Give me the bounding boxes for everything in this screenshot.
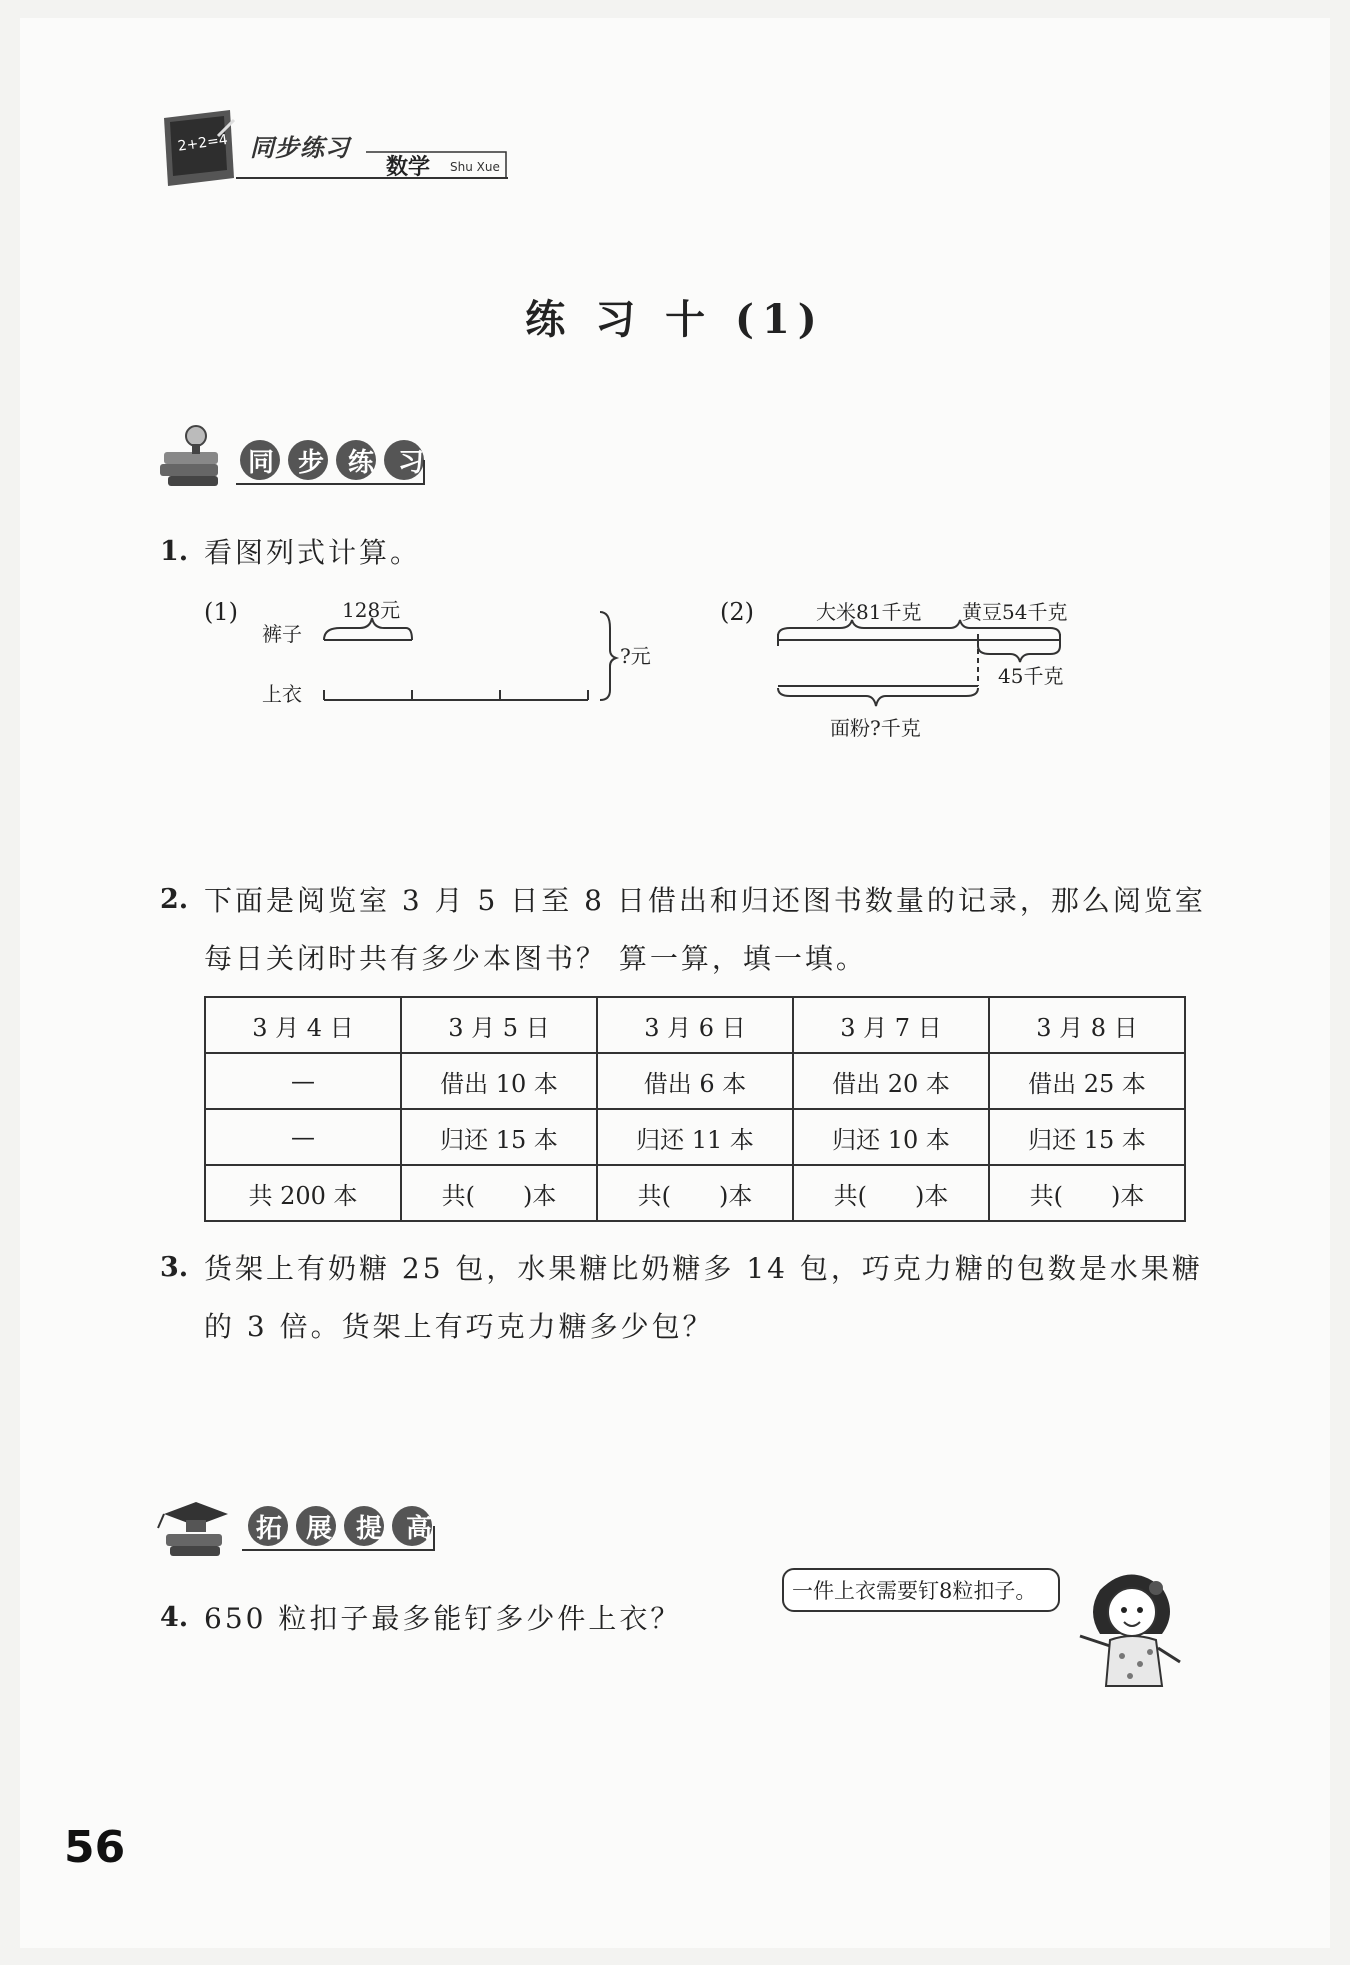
q2-line2: 每日关闭时共有多少本图书？ 算一算，填一填。 (204, 942, 867, 975)
series-name: 同步练习 (250, 134, 350, 162)
blackboard-logo-icon (160, 106, 238, 190)
q3-line2: 的 3 倍。货架上有巧克力糖多少包？ (204, 1310, 714, 1343)
table-cell: 借出 20 本 (793, 1053, 989, 1109)
table-row (205, 997, 1185, 1053)
table-cell: 共 200 本 (205, 1165, 401, 1221)
table-cell: 3 月 6 日 (597, 997, 793, 1053)
q1-part1-line-diagram (310, 600, 620, 710)
answer-blank-cell[interactable]: 共( )本 (793, 1165, 989, 1221)
girl-character-icon (1060, 1560, 1190, 1690)
svg-text:2+2=4: 2+2=4 (176, 131, 229, 155)
q4-text: 650 粒扣子最多能钉多少件上衣？ (204, 1602, 682, 1635)
table-cell: 3 月 4 日 (205, 997, 401, 1053)
page-title: 练 习 十 (1) (525, 296, 825, 343)
q2-number: 2. (160, 884, 189, 915)
q3-number: 3. (160, 1252, 189, 1283)
page-number: 56 (64, 1822, 126, 1873)
q1-rice-label: 大米81千克 (816, 600, 922, 624)
section-banner-extension-text: 拓展提高 (256, 1514, 457, 1544)
books-lamp-icon (160, 426, 218, 486)
hint-text: 一件上衣需要钉8粒扣子。 (792, 1579, 1037, 1603)
table-cell: 借出 10 本 (401, 1053, 597, 1109)
table-cell: 借出 25 本 (989, 1053, 1185, 1109)
q3-line1: 货架上有奶糖 25 包，水果糖比奶糖多 14 包，巧克力糖的包数是水果糖 (204, 1252, 1203, 1285)
q1-part1-label: (1) (204, 598, 238, 626)
table-row (205, 1165, 1185, 1221)
answer-blank-cell[interactable]: 共( )本 (989, 1165, 1185, 1221)
q1-pants-label: 裤子 (262, 622, 302, 646)
table-cell: 归还 15 本 (401, 1109, 597, 1165)
q1-diff-label: 45千克 (998, 664, 1064, 688)
table-row (205, 1109, 1185, 1165)
graduation-cap-books-icon (158, 1502, 228, 1556)
table-cell: 3 月 5 日 (401, 997, 597, 1053)
table-row (205, 1053, 1185, 1109)
answer-blank-cell[interactable]: 共( )本 (597, 1165, 793, 1221)
q1-part2-label: (2) (720, 598, 754, 626)
q1-soy-label: 黄豆54千克 (962, 600, 1068, 624)
subject-label: 数学 (386, 155, 431, 180)
table-cell: 3 月 8 日 (989, 997, 1185, 1053)
table-cell: 归还 10 本 (793, 1109, 989, 1165)
q2-line1: 下面是阅览室 3 月 5 日至 8 日借出和归还图书数量的记录，那么阅览室 (204, 884, 1206, 917)
table-cell: — (205, 1053, 401, 1109)
table-cell: 借出 6 本 (597, 1053, 793, 1109)
q1-text: 看图列式计算。 (204, 536, 422, 569)
table-cell: 归还 15 本 (989, 1109, 1185, 1165)
table-cell: 归还 11 本 (597, 1109, 793, 1165)
subject-pinyin: Shu Xue (450, 160, 500, 174)
table-cell: — (205, 1109, 401, 1165)
answer-blank-cell[interactable]: 共( )本 (401, 1165, 597, 1221)
table-cell: 3 月 7 日 (793, 997, 989, 1053)
borrow-record-table (204, 996, 1186, 1222)
q1-pants-value: 128元 (342, 598, 401, 622)
section-banner-practice-text: 同步练习 (248, 448, 449, 478)
q1-total-label: ?元 (620, 644, 651, 668)
q4-number: 4. (160, 1602, 189, 1633)
q1-flour-label: 面粉?千克 (830, 716, 921, 740)
q1-number: 1. (160, 536, 189, 567)
q1-top-label: 上衣 (262, 682, 302, 706)
q1-part2-line-diagram (770, 616, 1090, 716)
